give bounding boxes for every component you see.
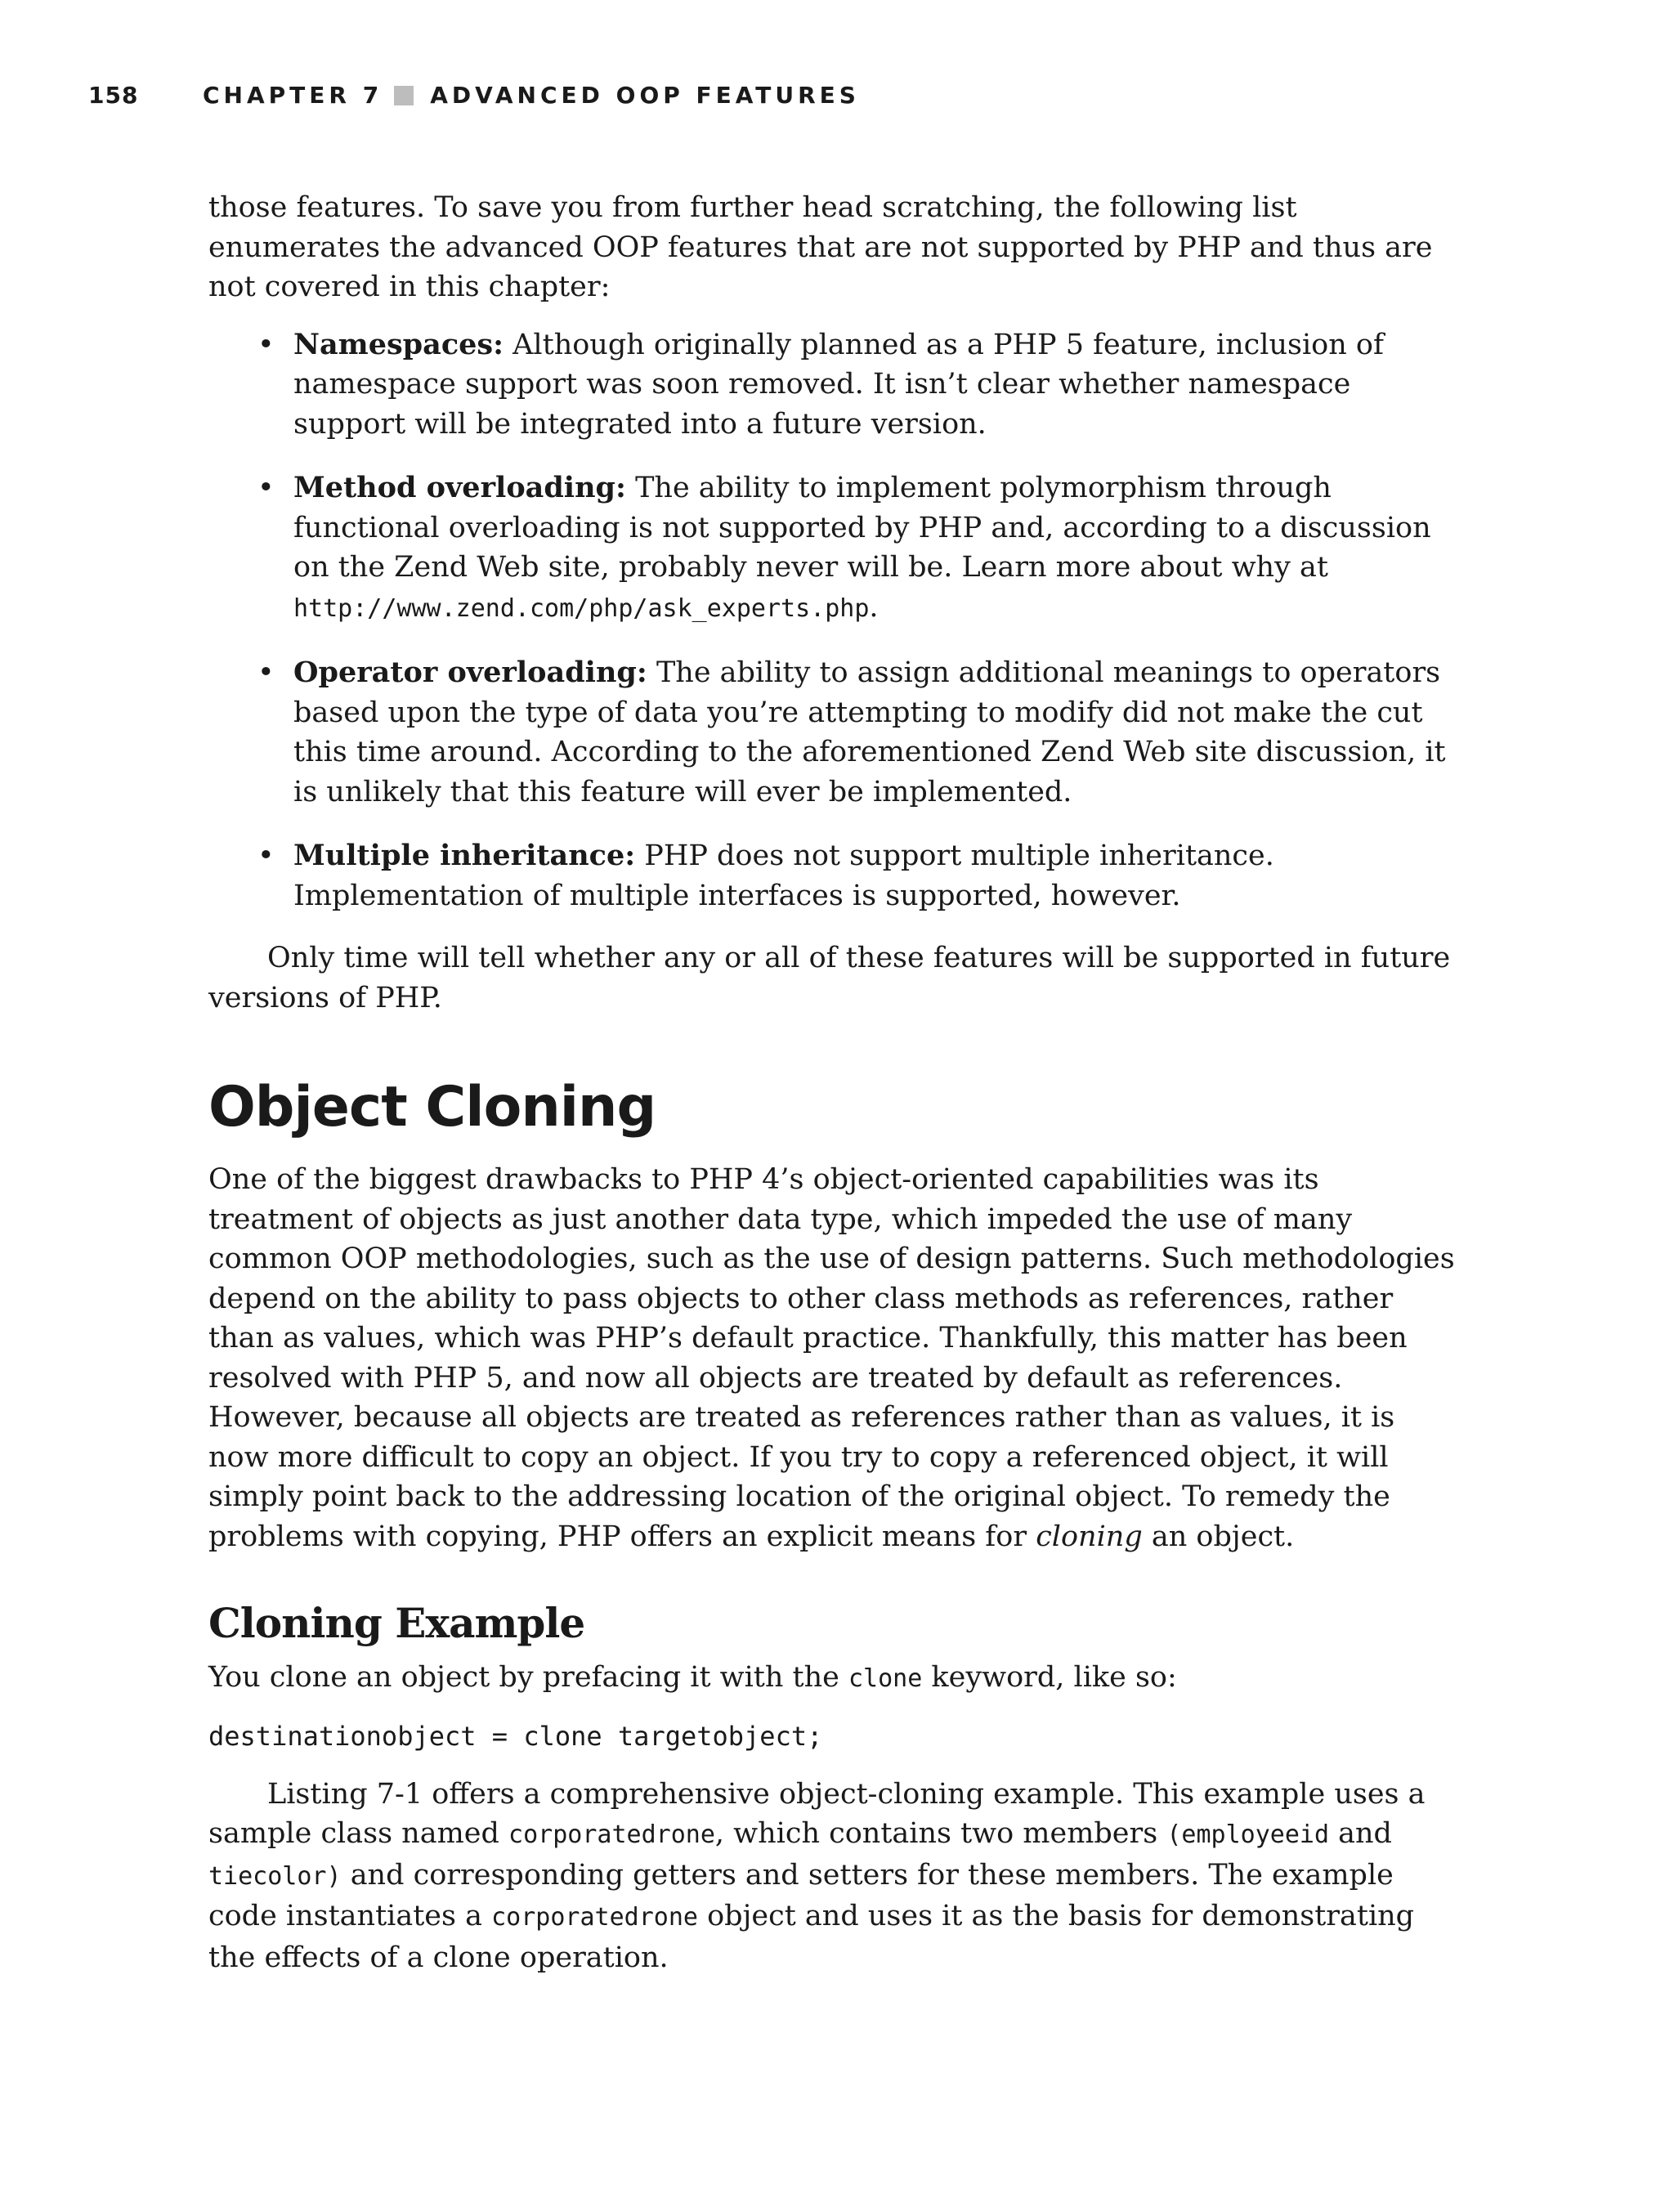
subsection-heading-cloning-example: Cloning Example (208, 1599, 585, 1647)
class-name-code: corporatedrone (508, 1820, 715, 1849)
code-example: destinationobject = clone targetobject; (208, 1720, 823, 1752)
chapter-title: ADVANCED OOP FEATURES (430, 82, 860, 109)
list-item (208, 325, 1463, 445)
separator-square-icon (394, 86, 414, 105)
listing-text: and (1329, 1817, 1392, 1850)
object-cloning-text: One of the biggest drawbacks to PHP 4’s object-oriented capabilities was its treatment of objects as just another data type, which impeded the use of many common OOP methodologies, such as the use of design patterns. Such methodologies depend on the ability to pass objects to other class methods as references, rather than as values, which was PHP’s default practice. Thankfully, this matter has been resolved with PHP 5, and now all objects are treated by default as references. However, because all objects are treated as references rather than as values, it is now more difficult to copy an object. If you try to copy a referenced object, it will simply point back to the addressing location of the original object. To remedy the problems with copying, PHP offers an explicit means for (208, 1163, 1455, 1553)
bullet-icon: • (257, 328, 275, 361)
zend-url-link[interactable]: http://www.zend.com/php/ask_experts.php (293, 593, 870, 623)
bullet-icon: • (257, 472, 275, 504)
clone-intro-text: You clone an object by prefacing it with the (208, 1661, 848, 1694)
clone-keyword: clone (848, 1664, 923, 1693)
section-heading-object-cloning: Object Cloning (208, 1075, 656, 1140)
list-item (208, 836, 1463, 916)
page-content (208, 188, 1463, 1977)
page-number: 158 (88, 82, 139, 109)
listing-text: object and uses it as the basis for demonstrating the effects of a clone operation. (208, 1900, 1415, 1974)
feature-description: Although originally planned as a PHP 5 feature, inclusion of namespace support was soon removed. It isn’t clear whether namespace support will be integrated into a future version. (293, 328, 1384, 441)
intro-paragraph: those features. To save you from further head scratching, the following list enumerates the advanced OOP features that are not supported by PHP and thus are not covered in this chapter: (208, 191, 1433, 303)
listing-text: , which contains two members (714, 1817, 1167, 1850)
feature-term: Multiple inheritance: (293, 839, 636, 872)
feature-suffix: . (869, 590, 879, 624)
clone-intro-paragraph (208, 1658, 1463, 1699)
list-item (208, 468, 1463, 629)
closing-paragraph: Only time will tell whether any or all of these features will be supported in future versions of PHP. (208, 942, 1451, 1014)
unsupported-features-list (208, 325, 1463, 916)
member-code: (employeeid (1166, 1820, 1330, 1849)
object-cloning-paragraph (208, 1160, 1463, 1556)
member-code: tiecolor) (208, 1861, 342, 1891)
feature-term: Namespaces: (293, 327, 504, 361)
list-item (208, 653, 1463, 812)
bullet-icon: • (257, 656, 275, 689)
feature-description: PHP does not support multiple inheritance. Implementation of multiple interfaces is supported, however. (293, 840, 1274, 912)
listing-text: and corresponding getters and setters for these members. The example code instantiates a (208, 1858, 1394, 1932)
feature-description: The ability to implement polymorphism through functional overloading is not supported by PHP and, according to a discussion on the Zend Web site, probably never will be. Learn more about why at (293, 472, 1431, 584)
cloning-emphasis: cloning (1036, 1520, 1143, 1553)
feature-term: Method overloading: (293, 471, 626, 504)
running-header (203, 82, 860, 109)
listing-description-paragraph (208, 1775, 1463, 1978)
chapter-label: CHAPTER 7 (203, 82, 383, 109)
feature-description: The ability to assign additional meanings to operators based upon the type of data you’re attempting to modify did not make the cut this time around. According to the aforementioned Zend Web site discussion, it is unlikely that this feature will ever be implemented. (293, 656, 1446, 808)
object-cloning-text-end: an object. (1142, 1520, 1295, 1553)
clone-intro-text-end: keyword, like so: (922, 1661, 1177, 1694)
class-name-code: corporatedrone (491, 1903, 698, 1932)
listing-text: Listing 7-1 offers a comprehensive object-cloning example. This example uses a sample class named (208, 1777, 1426, 1850)
bullet-icon: • (257, 840, 275, 872)
feature-term: Operator overloading: (293, 656, 647, 689)
